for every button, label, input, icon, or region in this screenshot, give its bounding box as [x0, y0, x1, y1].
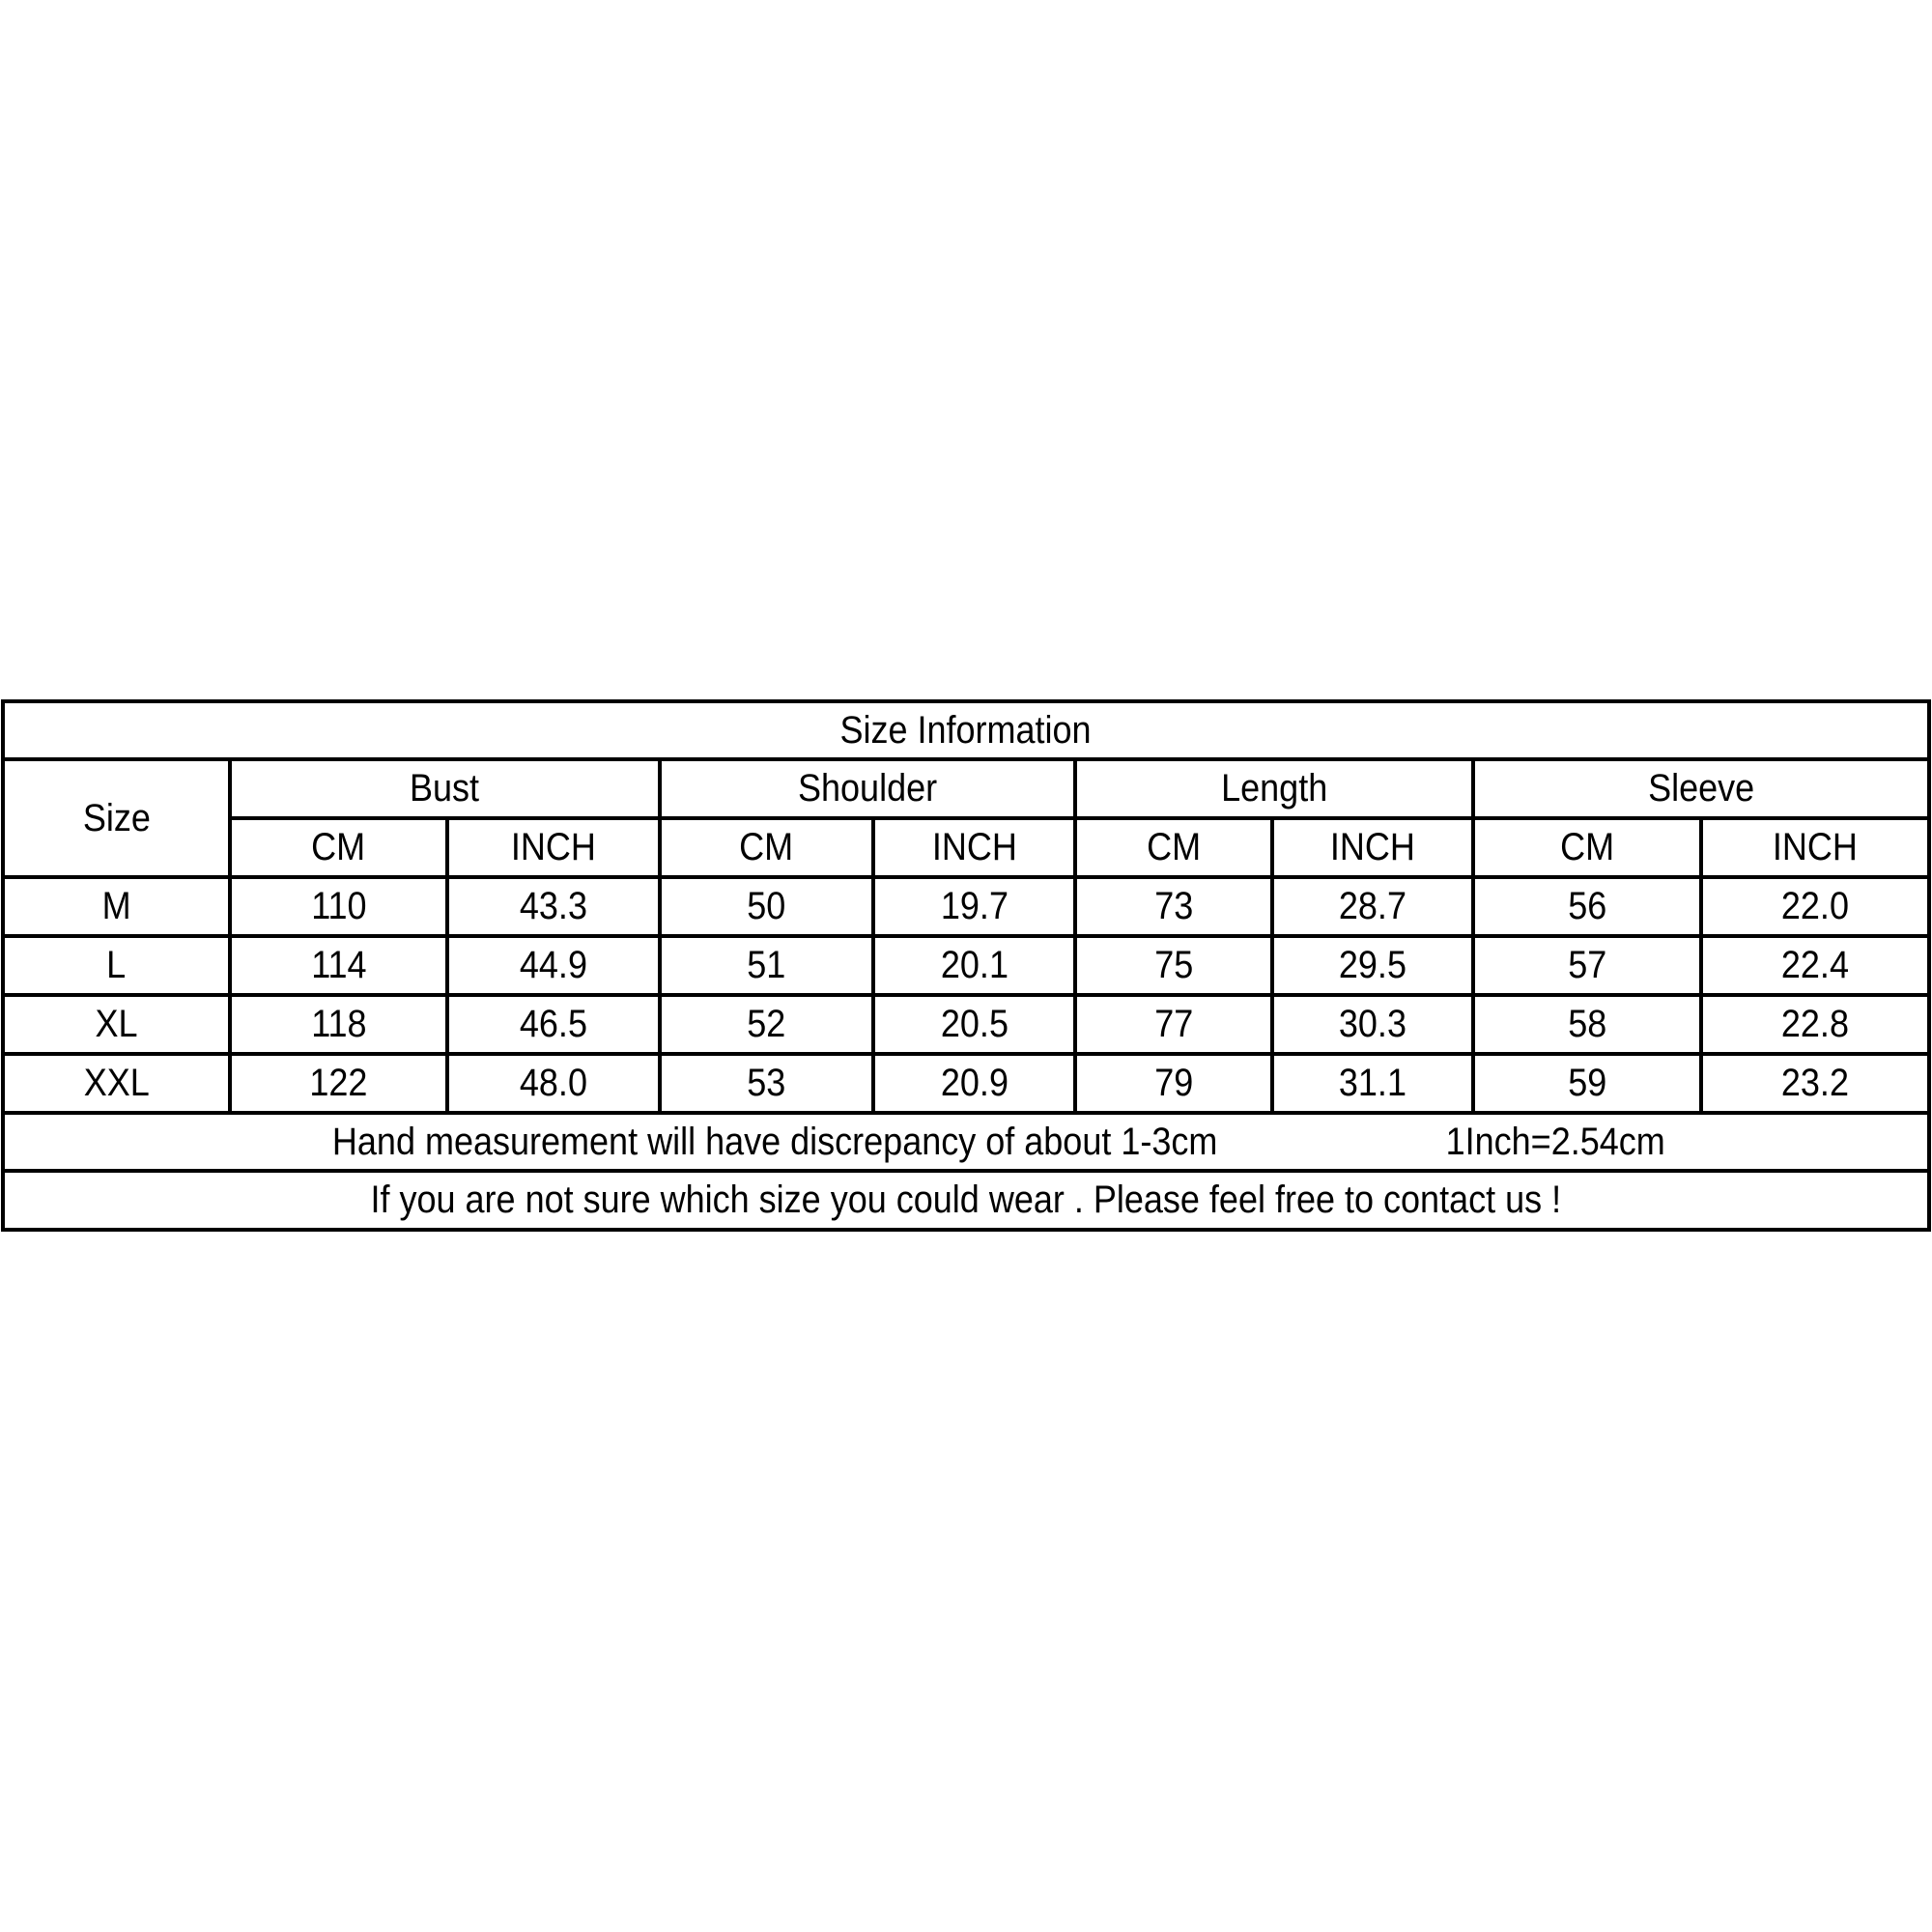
value-cell: 58 — [1567, 1003, 1607, 1045]
value-cell: 46.5 — [519, 1003, 588, 1045]
value-cell: 122 — [309, 1062, 368, 1104]
value-cell: 73 — [1153, 885, 1194, 927]
length-header: Length — [1220, 767, 1328, 810]
value-cell: 79 — [1153, 1062, 1194, 1104]
bust-header: Bust — [410, 767, 480, 810]
value-cell: 23.2 — [1780, 1062, 1850, 1104]
value-cell: 22.0 — [1780, 885, 1850, 927]
size-cell: XXL — [83, 1062, 150, 1104]
value-cell: 77 — [1153, 1003, 1194, 1045]
shoulder-header: Shoulder — [797, 767, 938, 810]
unit-header-length-cm: CM — [1147, 826, 1201, 868]
value-cell: 30.3 — [1338, 1003, 1407, 1045]
unit-header-shoulder-inch: INCH — [931, 826, 1017, 868]
conversion-note: 1Inch=2.54cm — [1445, 1120, 1665, 1163]
size-cell: L — [106, 944, 127, 986]
unit-header-bust-inch: INCH — [510, 826, 597, 868]
value-cell: 31.1 — [1338, 1062, 1407, 1104]
value-cell: 20.5 — [940, 1003, 1009, 1045]
value-cell: 22.8 — [1780, 1003, 1850, 1045]
table-border-bottom — [1, 1228, 1931, 1232]
value-cell: 20.1 — [940, 944, 1009, 986]
value-cell: 114 — [310, 944, 367, 986]
table-border-right — [1927, 699, 1931, 1232]
size-cell: XL — [95, 1003, 138, 1045]
value-cell: 75 — [1153, 944, 1194, 986]
value-cell: 118 — [310, 1003, 367, 1045]
contact-note: If you are not sure which size you could wear . Please feel free to contact us ! — [370, 1179, 1562, 1221]
value-cell: 19.7 — [940, 885, 1009, 927]
value-cell: 22.4 — [1780, 944, 1850, 986]
value-cell: 56 — [1567, 885, 1607, 927]
value-cell: 28.7 — [1338, 885, 1407, 927]
discrepancy-note: Hand measurement will have discrepancy of about 1-3cm — [332, 1120, 1218, 1163]
value-cell: 48.0 — [519, 1062, 588, 1104]
value-cell: 59 — [1567, 1062, 1607, 1104]
value-cell: 20.9 — [940, 1062, 1009, 1104]
size-cell: M — [101, 885, 131, 927]
value-cell: 51 — [747, 944, 786, 986]
value-cell: 52 — [747, 1003, 786, 1045]
unit-header-sleeve-inch: INCH — [1772, 826, 1859, 868]
sleeve-header: Sleeve — [1647, 767, 1755, 810]
value-cell: 110 — [310, 885, 367, 927]
value-cell: 29.5 — [1338, 944, 1407, 986]
value-cell: 53 — [747, 1062, 786, 1104]
value-cell: 57 — [1567, 944, 1607, 986]
table-title: Size Information — [839, 708, 1093, 752]
unit-header-shoulder-cm: CM — [739, 826, 794, 868]
unit-header-bust-cm: CM — [311, 826, 366, 868]
unit-header-sleeve-cm: CM — [1560, 826, 1614, 868]
value-cell: 43.3 — [519, 885, 588, 927]
value-cell: 44.9 — [519, 944, 588, 986]
size-column-header: Size — [82, 796, 151, 839]
unit-header-length-inch: INCH — [1329, 826, 1416, 868]
value-cell: 50 — [747, 885, 786, 927]
